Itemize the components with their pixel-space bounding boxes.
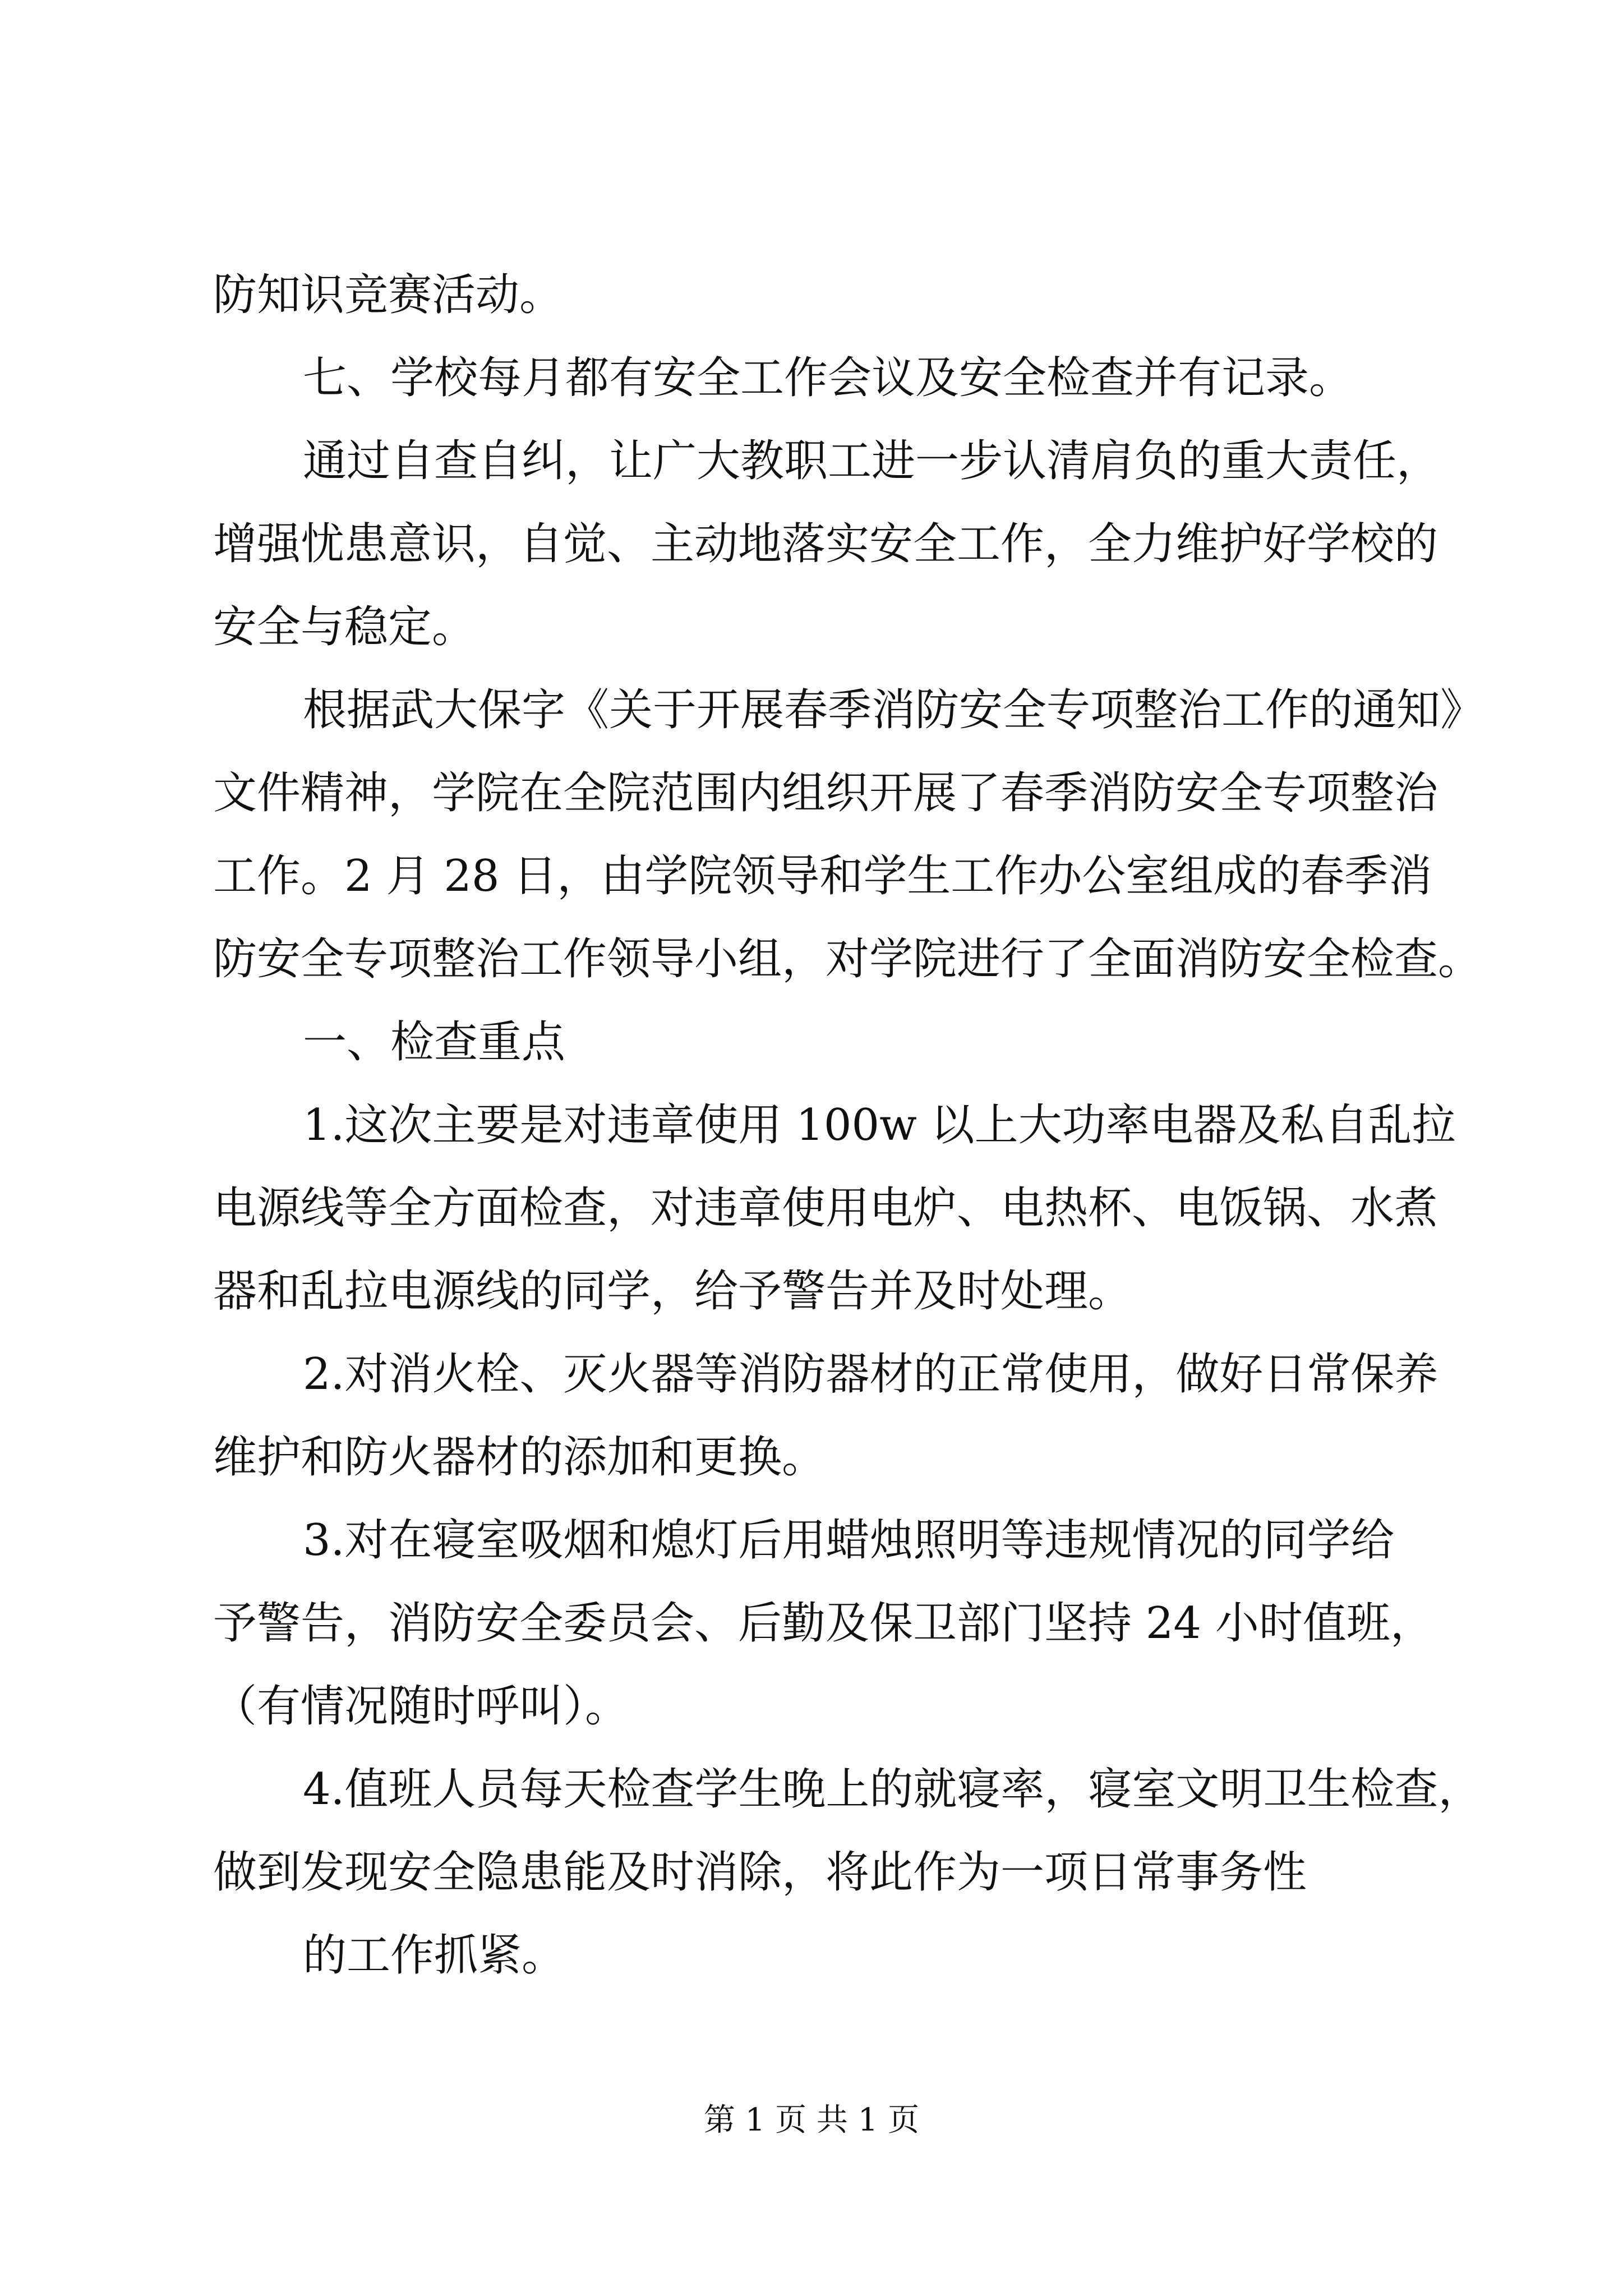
text-line: 安全与稳定。 <box>213 602 476 652</box>
text-line: 增强忧患意识，自觉、主动地落实安全工作，全力维护好学校的 <box>213 519 1438 569</box>
text-line: 器和乱拉电源线的同学，给予警告并及时处理。 <box>213 1266 1132 1317</box>
section-heading: 一、检查重点 <box>303 1017 566 1068</box>
text-line: 的工作抓紧。 <box>303 1930 566 1981</box>
text-line: 4.值班人员每天检查学生晚上的就寝率，寝室文明卫生检查， <box>303 1764 1482 1815</box>
text-line: 予警告，消防安全委员会、后勤及保卫部门坚持 24 小时值班， <box>213 1598 1434 1649</box>
document-body <box>213 254 1484 1997</box>
text-line: 做到发现安全隐患能及时消除，将此作为一项日常事务性 <box>213 1847 1307 1898</box>
text-line: 维护和防火器材的添加和更换。 <box>213 1432 826 1483</box>
page-footer: 第 1 页 共 1 页 <box>703 2102 920 2138</box>
text-line: 通过自查自纠，让广大教职工进一步认清肩负的重大责任， <box>303 436 1441 486</box>
text-line: 工作。2 月 28 日，由学院领导和学生工作办公室组成的春季消 <box>213 851 1432 901</box>
text-line: 防知识竞赛活动。 <box>213 270 564 320</box>
text-line: 七、学校每月都有安全工作会议及安全检查并有记录。 <box>303 353 1353 403</box>
text-line: 2.对消火栓、灭火器等消防器材的正常使用，做好日常保养 <box>303 1349 1438 1400</box>
text-line: 电源线等全方面检查，对违章使用电炉、电热杯、电饭锅、水煮 <box>213 1183 1438 1234</box>
text-line: 根据武大保字《关于开展春季消防安全专项整治工作的通知》 <box>303 685 1484 735</box>
text-line: 3.对在寝室吸烟和熄灯后用蜡烛照明等违规情况的同学给 <box>303 1515 1395 1566</box>
text-line: 1.这次主要是对违章使用 100w 以上大功率电器及私自乱拉 <box>303 1100 1456 1151</box>
text-line: （有情况随时呼叫）。 <box>213 1681 629 1732</box>
text-line: 防安全专项整治工作领导小组，对学院进行了全面消防安全检查。 <box>213 934 1482 984</box>
text-line: 文件精神，学院在全院范围内组织开展了春季消防安全专项整治 <box>213 768 1438 818</box>
